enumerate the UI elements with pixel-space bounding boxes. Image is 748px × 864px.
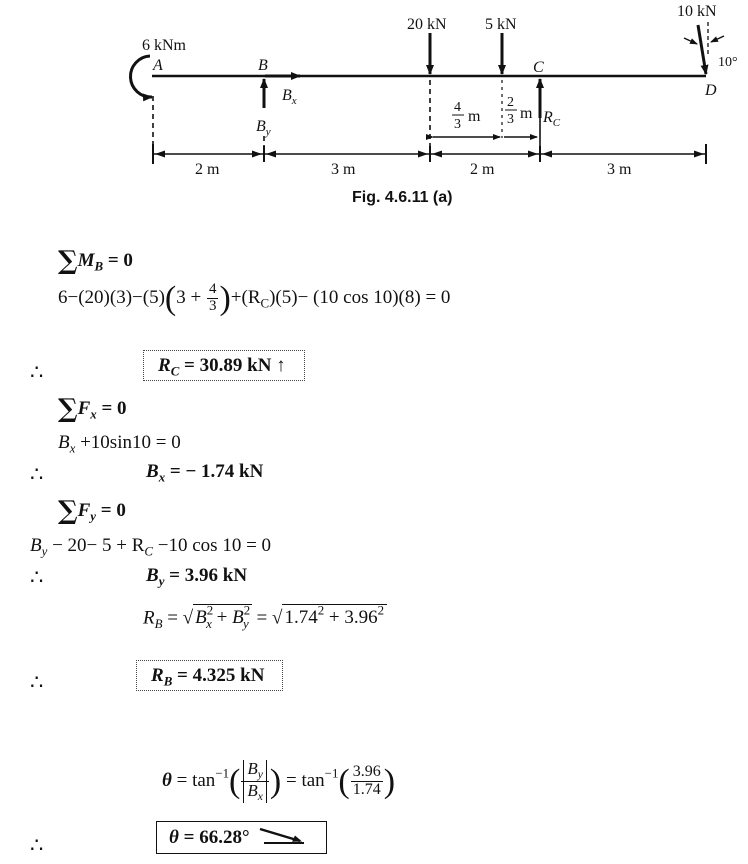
subdim-23-num: 2 <box>507 95 514 110</box>
therefore-symbol-5: ∴ <box>30 833 44 857</box>
dim-label-2: 3 m <box>331 161 356 178</box>
bx-label: $B_x$ <box>282 87 297 107</box>
eq-by: $B_y - 20- 5 + R_C -10$ cos 10 = 0 <box>30 535 272 559</box>
dim-label-1: 2 m <box>195 161 220 178</box>
angle-arc-right <box>711 36 724 42</box>
eq-rb-magnitude: $R_B$ = √ $B^2_x + B^2_y$ = √ $1.74^2 + 3.96^2$ <box>143 605 387 631</box>
figure-caption: Fig. 4.6.11 (a) <box>352 189 453 206</box>
eq-moment-expansion: 6−(20)(3)−(5)(3 + $\frac{4}{3}$ )$+(R_C)(5)- (10$ cos 10)(8) = 0 <box>58 280 451 317</box>
by-label: $B_y$ <box>256 118 271 138</box>
rc-label: $R_C$ <box>543 109 561 129</box>
moment-label: 6 kNm <box>142 37 186 54</box>
subdim-43-num: 4 <box>454 100 461 115</box>
load-20kn-label: 20 kN <box>407 16 447 33</box>
eq-sum-moment-b: $\sum M_B = 0$ <box>58 246 133 276</box>
angle-arc-left <box>684 38 697 44</box>
therefore-symbol-3: ∴ <box>30 565 44 589</box>
point-a-label: A <box>153 57 163 74</box>
therefore-symbol-4: ∴ <box>30 670 44 694</box>
dim-label-3: 2 m <box>470 161 495 178</box>
eq-sum-fx: $\sum F_x = 0$ <box>58 394 127 424</box>
moment-arrow <box>130 56 152 97</box>
subdim-23-unit: m <box>520 105 533 122</box>
angle-label: 10° <box>718 55 738 70</box>
angle-direction-arrow-icon <box>254 825 312 847</box>
point-b-label: B <box>258 57 268 74</box>
result-by: $B_y = 3.96$ kN <box>146 565 248 589</box>
result-rb: $R_B = 4.325$ kN <box>136 666 283 688</box>
subdim-43-den: 3 <box>454 117 461 132</box>
subdim-43-unit: m <box>468 108 481 125</box>
result-rc: $R_C = 30.89$ kN ↑ <box>143 356 305 378</box>
eq-sum-fy: $\sum F_y = 0$ <box>58 496 126 526</box>
beam-diagram <box>0 0 748 190</box>
eq-theta: $\theta = \tan^{-1}$( $\frac{B_y}{B_x}$ ) = $\tan^{-1}$( $\frac{3.96}{1.74}$ ) <box>162 759 396 804</box>
load-5kn-label: 5 kN <box>485 16 517 33</box>
point-d-label: D <box>705 82 717 99</box>
point-c-label: C <box>533 59 544 76</box>
therefore-symbol-2: ∴ <box>30 462 44 486</box>
therefore-symbol-1: ∴ <box>30 360 44 384</box>
load-10kn-label: 10 kN <box>677 3 717 20</box>
result-bx: $B_x$ = − 1.74 kN <box>146 461 264 485</box>
subdim-23-den: 3 <box>507 112 514 127</box>
result-theta: θ = 66.28° <box>156 825 327 847</box>
dim-label-4: 3 m <box>607 161 632 178</box>
load-10kn-arrow <box>698 25 706 74</box>
eq-bx: $B_x +10\sin 10 = 0$ <box>58 432 181 456</box>
